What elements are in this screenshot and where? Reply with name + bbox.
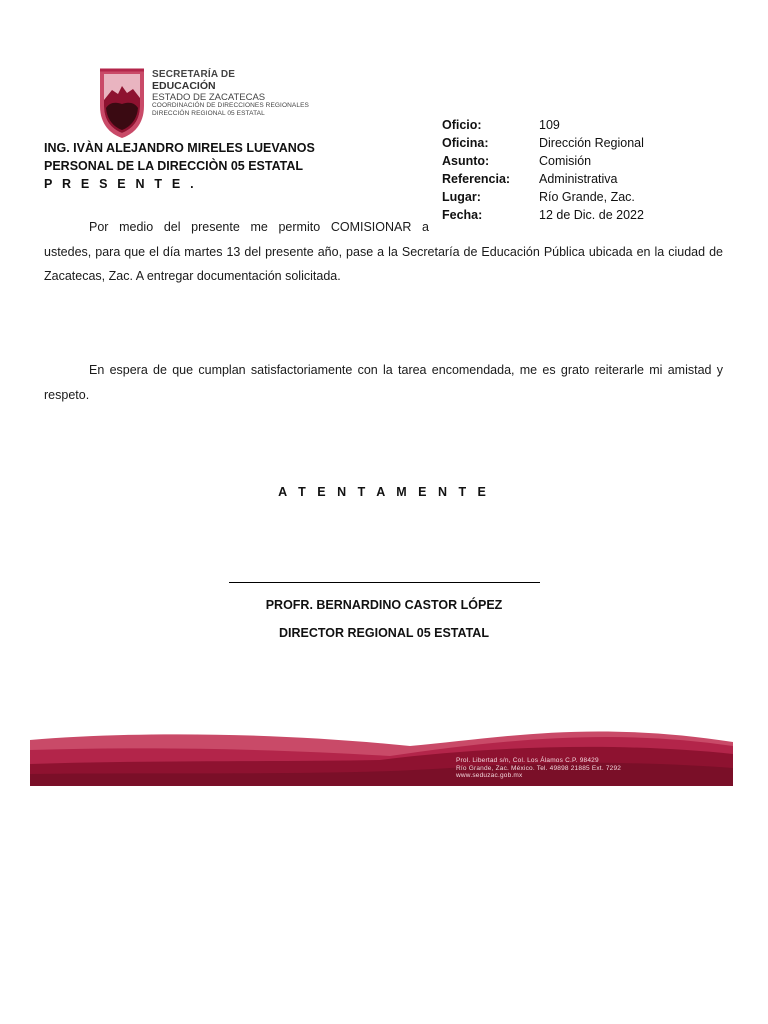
footer-contact bbox=[456, 757, 621, 780]
footer-wave-band bbox=[30, 716, 733, 786]
ref-value: Comisión bbox=[539, 154, 592, 168]
ref-label: Asunto: bbox=[442, 154, 490, 168]
footer-phone: Río Grande, Zac. México. Tel. 49898 21885 Ext. 7292 bbox=[456, 764, 622, 772]
closing-atentamente: A T E N T A M E N T E bbox=[278, 485, 490, 499]
recipient-presente: P R E S E N T E . bbox=[44, 177, 197, 191]
reference-table bbox=[442, 116, 644, 224]
ref-value: Dirección Regional bbox=[539, 136, 644, 150]
ref-label: Oficina: bbox=[442, 136, 489, 150]
recipient-position: PERSONAL DE LA DIRECCIÒN 05 ESTATAL bbox=[44, 159, 304, 173]
recipient-name: ING. IVÀN ALEJANDRO MIRELES LUEVANOS bbox=[44, 141, 315, 155]
org-line-1: SECRETARÍA DE bbox=[152, 69, 236, 80]
org-line-5: DIRECCIÓN REGIONAL 05 ESTATAL bbox=[152, 109, 265, 117]
org-line-3: ESTADO DE ZACATECAS bbox=[152, 91, 266, 103]
ref-value: Administrativa bbox=[539, 172, 618, 186]
ref-value: 12 de Dic. de 2022 bbox=[539, 208, 644, 222]
ref-label: Lugar: bbox=[442, 190, 481, 204]
body-paragraph-1 bbox=[44, 215, 723, 289]
ref-label: Oficio: bbox=[442, 118, 482, 132]
paragraph-1-first-line: Por medio del presente me permito COMISIONAR a bbox=[89, 220, 429, 234]
ref-row-asunto bbox=[442, 152, 644, 170]
signature-line bbox=[229, 582, 540, 583]
header-organization bbox=[152, 70, 309, 117]
recipient-block bbox=[44, 139, 424, 193]
ref-row-oficio bbox=[442, 116, 644, 134]
ref-row-referencia bbox=[442, 170, 644, 188]
footer-website: www.seduzac.gob.mx bbox=[456, 772, 523, 779]
body-paragraph-2: En espera de que cumplan satisfactoriamente con la tarea encomendada, me es grato reiterarle mi amistad y respeto. bbox=[44, 363, 723, 402]
ref-row-lugar bbox=[442, 188, 644, 206]
org-line-4: COORDINACIÓN DE DIRECCIONES REGIONALES bbox=[152, 102, 309, 109]
ref-value: 109 bbox=[539, 118, 560, 132]
ref-label: Fecha: bbox=[442, 208, 483, 222]
signer-name: PROFR. BERNARDINO CASTOR LÓPEZ bbox=[265, 598, 503, 612]
org-line-2: EDUCACIÓN bbox=[152, 80, 216, 92]
paragraph-1-rest: ustedes, para que el día martes 13 del presente año, pase a la Secretaría de Educación Pública ubicada en la ciudad de Zacatecas, Zac. A entregar documentación solicitada. bbox=[44, 244, 723, 283]
ref-row-oficina bbox=[442, 134, 644, 152]
ref-value: Río Grande, Zac. bbox=[539, 190, 635, 204]
footer-address: Prol. Libertad s/n, Col. Los Álamos C.P. 98429 bbox=[456, 757, 599, 764]
seduzac-shield-icon bbox=[96, 66, 148, 140]
ref-label: Referencia: bbox=[442, 172, 511, 186]
signer-title: DIRECTOR REGIONAL 05 ESTATAL bbox=[279, 626, 489, 640]
